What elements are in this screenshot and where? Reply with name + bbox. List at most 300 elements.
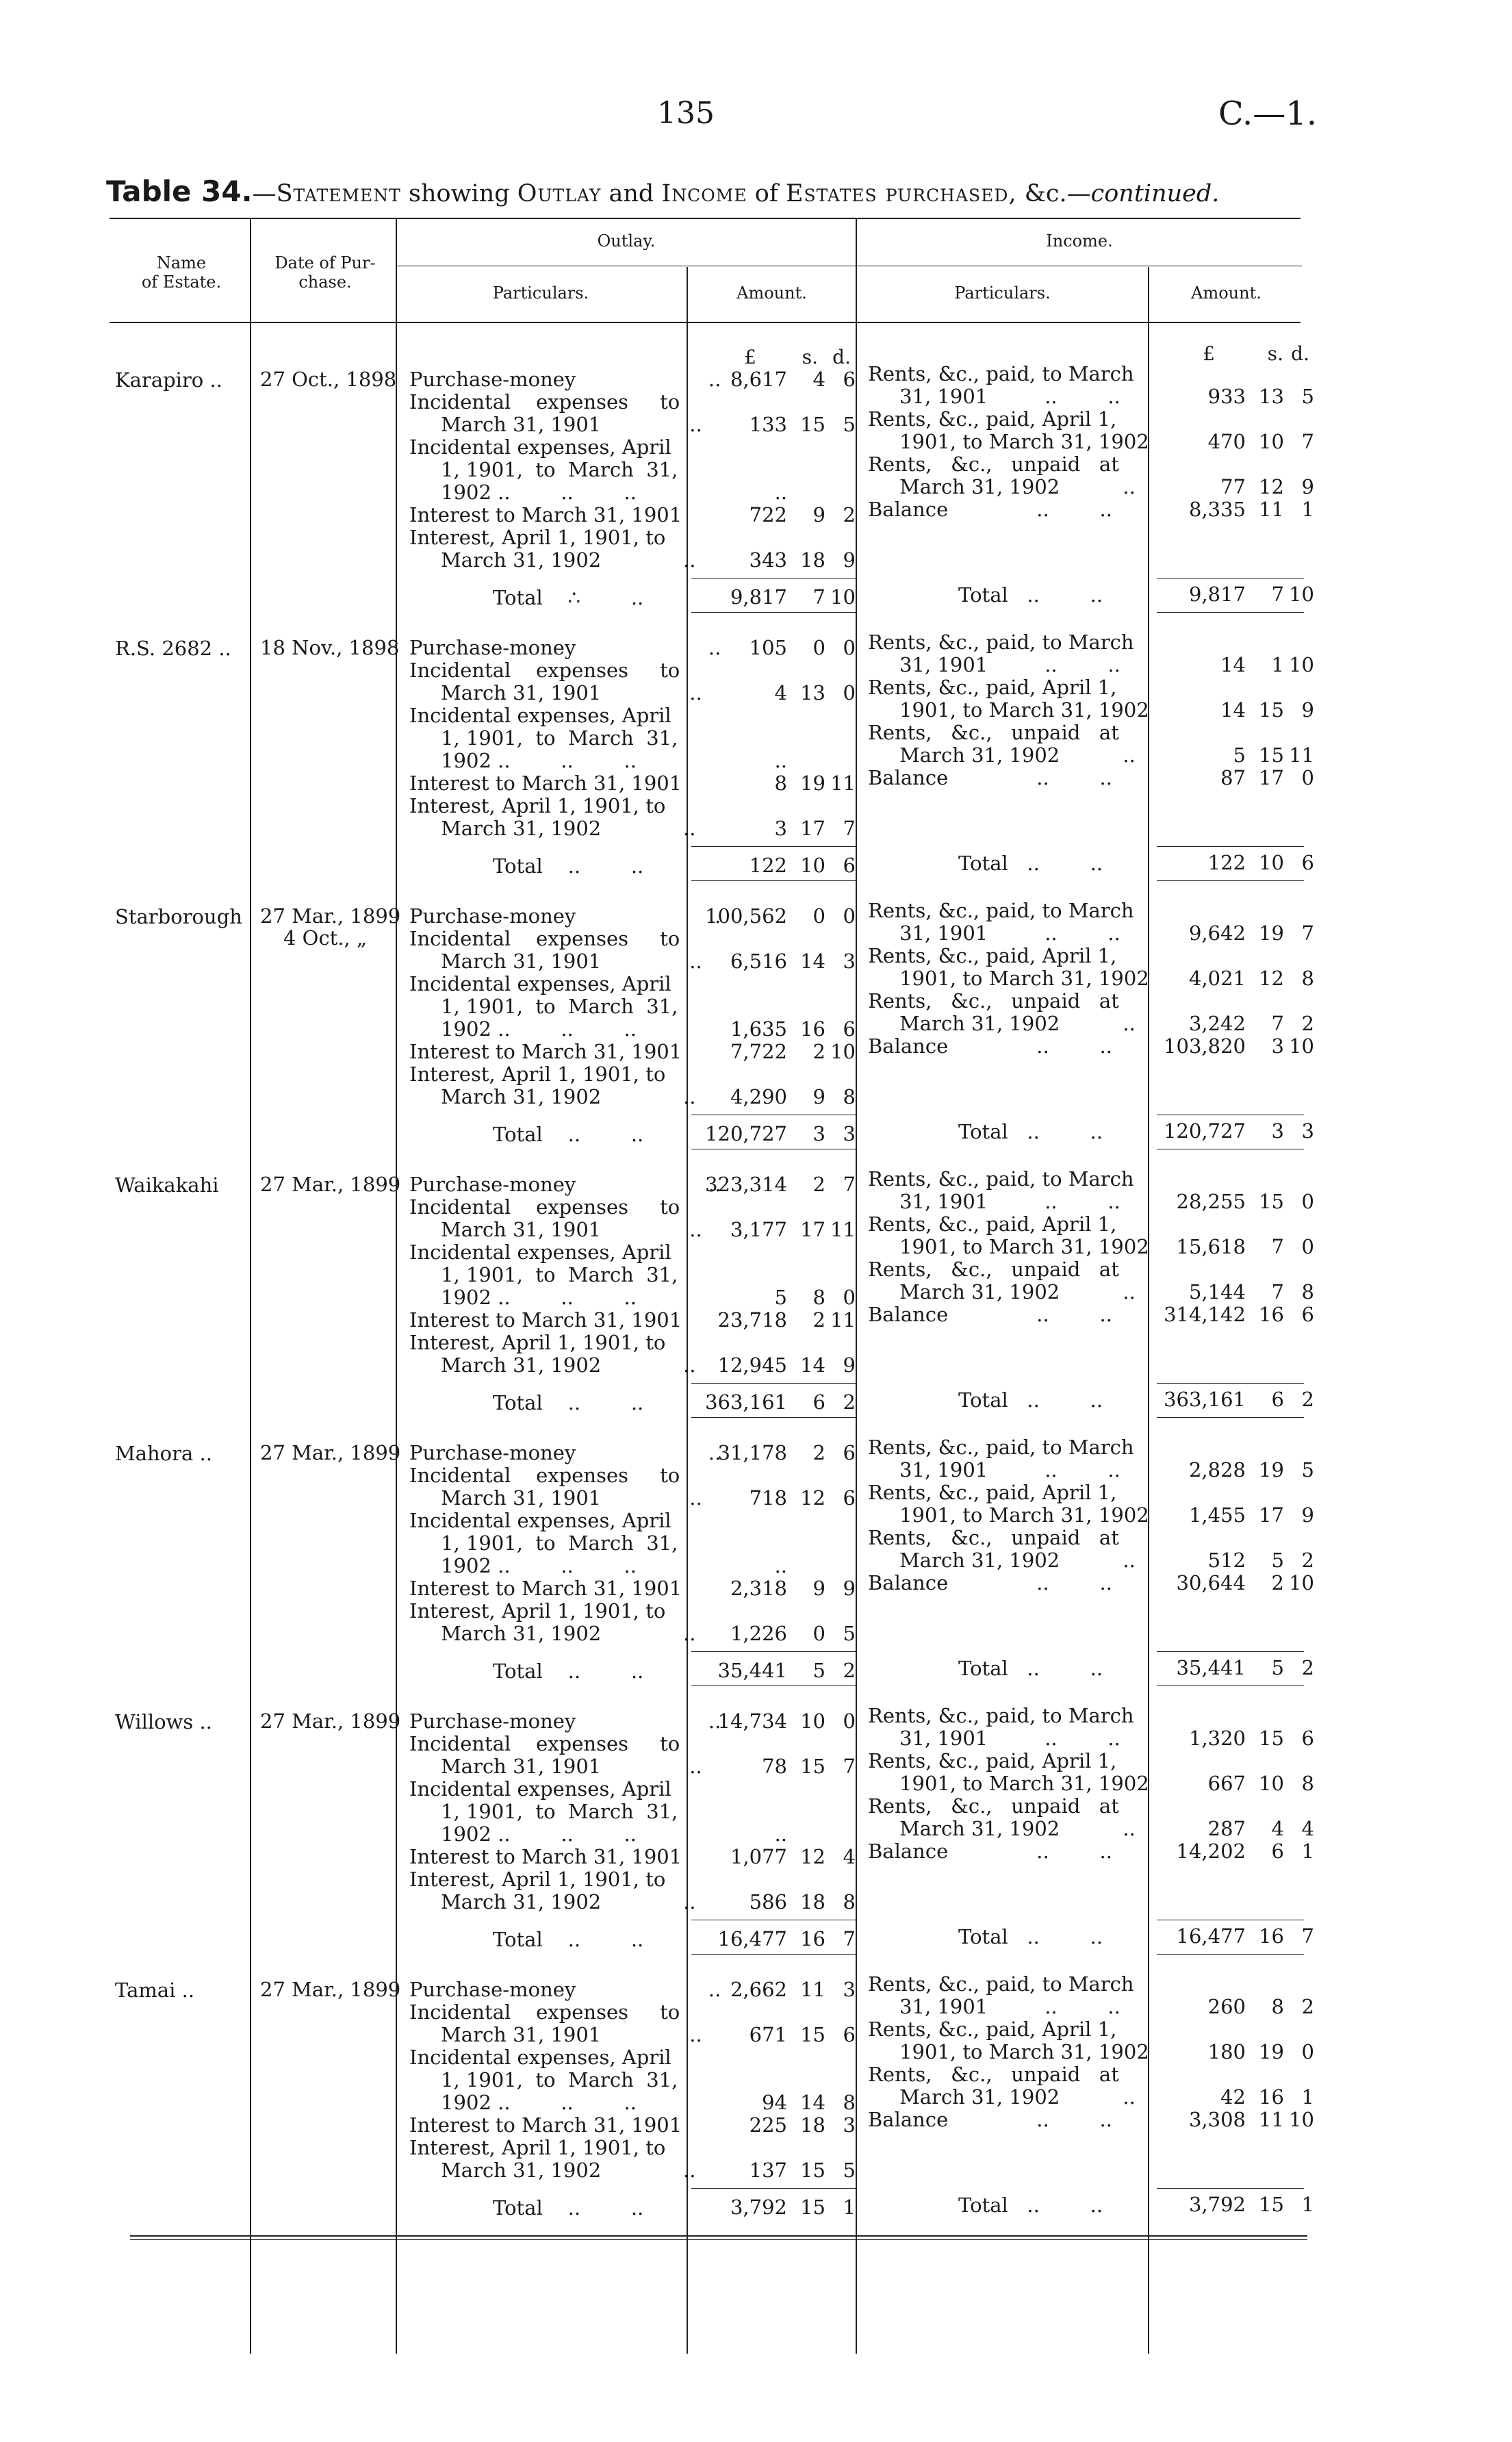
amount-pence: 1 [1301, 2193, 1314, 2216]
income-total-amount [1143, 583, 1314, 606]
amount-pence: 0 [843, 904, 856, 928]
title-statement: Statement [276, 180, 401, 207]
income-particular: March 31, 1902 .. [868, 2085, 1136, 2109]
outlay-particular: March 31, 1902 .. [409, 2159, 696, 2182]
amount-shillings: 16 [1259, 2085, 1284, 2109]
amount-shillings: 3 [1271, 1034, 1284, 1058]
amount-shillings: 9 [812, 503, 825, 526]
outlay-particular: Incidental expenses to [409, 1464, 680, 1487]
outlay-total-label: Total .. .. [493, 1123, 644, 1146]
income-amount [1143, 431, 1314, 453]
amount-pence: 10 [1289, 1034, 1314, 1058]
income-amount [1143, 1840, 1314, 1863]
income-particular: March 31, 1902 .. [868, 743, 1136, 767]
table-number: Table 34. [106, 175, 253, 208]
income-total-label: Total .. .. [958, 2193, 1103, 2217]
amount-pence: 7 [843, 817, 856, 840]
amount-pence: 3 [843, 2113, 856, 2137]
amount-pence: 6 [843, 1017, 856, 1041]
income-total-label: Total .. .. [958, 852, 1103, 875]
income-particular: Rents, &c., unpaid at [868, 721, 1119, 744]
outlay-particular: Interest to March 31, 1901 [409, 1845, 682, 1868]
income-particular: Balance .. .. [868, 1571, 1112, 1594]
outlay-particular: Incidental expenses, April [409, 1509, 671, 1532]
outlay-particular: 1902 .. .. .. [409, 1822, 637, 1846]
outlay-particular: March 31, 1902 .. [409, 1353, 696, 1377]
amount-shillings: 9 [812, 1577, 825, 1600]
amount-pounds: 4 [774, 681, 787, 704]
purchase-date-line: 4 Oct., „ [283, 926, 368, 950]
header-date-of-purchase: Date of Pur- chase. [274, 253, 376, 292]
outlay-amount [684, 1086, 856, 1108]
outlay-particular: Interest, April 1, 1901, to [409, 1063, 666, 1086]
amount-shillings: 18 [800, 548, 825, 572]
income-amount [1143, 654, 1314, 676]
income-particular: Rents, &c., unpaid at [868, 453, 1119, 476]
amount-pounds: .. [774, 749, 787, 772]
purchase-date [260, 368, 397, 391]
amount-pounds: 3,308 [1188, 2108, 1246, 2131]
estate-name: Starborough [115, 905, 242, 928]
outlay-particular: Interest to March 31, 1901 [409, 503, 682, 526]
amount-shillings: 12 [800, 1486, 825, 1510]
title-outlay: Outlay [517, 180, 602, 207]
income-amount [1143, 498, 1314, 521]
amount-pence: 0 [1301, 1190, 1314, 1213]
outlay-particular: Purchase-money .. [409, 368, 721, 391]
income-total-amount [1143, 2193, 1314, 2216]
outlay-amount [684, 1710, 856, 1733]
amount-pence: 1 [843, 2196, 856, 2219]
amount-pounds: 180 [1207, 2040, 1246, 2063]
outlay-total-amount [684, 586, 856, 609]
income-amount [1143, 1818, 1314, 1840]
outlay-total-under-rule [691, 612, 856, 613]
outlay-particular: Purchase-money .. [409, 1441, 721, 1464]
outlay-amount [684, 549, 856, 572]
estate-block [0, 899, 1362, 1173]
outlay-total-label: Total .. .. [493, 1928, 644, 1951]
outlay-particular: Incidental expenses to [409, 390, 680, 414]
outlay-particular: Interest to March 31, 1901 [409, 772, 682, 795]
amount-pounds: 5 [774, 1286, 787, 1309]
amount-shillings: 19 [800, 772, 825, 795]
amount-pence: 3 [1301, 1119, 1314, 1143]
income-particular: 1901, to March 31, 1902 [868, 430, 1149, 453]
outlay-particular: 1902 .. .. .. [409, 1286, 637, 1309]
amount-pounds: 3,792 [1188, 2193, 1246, 2216]
estate-name: Karapiro .. [115, 368, 222, 392]
amount-pounds: 23,718 [717, 1308, 787, 1332]
amount-pounds: 718 [749, 1486, 787, 1510]
amount-pence: 2 [1301, 1995, 1314, 2018]
outlay-amount [684, 905, 856, 928]
amount-pence: 3 [843, 1122, 856, 1145]
outlay-amount [684, 1041, 856, 1063]
amount-shillings: 6 [1271, 1388, 1284, 1411]
amount-pounds: 14 [1220, 653, 1246, 676]
outlay-particular: 1902 .. .. .. [409, 481, 637, 504]
amount-pounds: 5 [1233, 743, 1246, 767]
income-amount [1143, 1013, 1314, 1035]
amount-pounds: 2,828 [1188, 1458, 1246, 1481]
outlay-particular: Incidental expenses to [409, 1195, 680, 1219]
income-particular: Rents, &c., paid, April 1, [868, 676, 1117, 699]
income-particular: 31, 1901 .. .. [868, 1458, 1120, 1481]
amount-pounds: 120,727 [1164, 1119, 1246, 1143]
amount-pence: 4 [843, 1845, 856, 1868]
purchase-date [260, 636, 400, 659]
amount-shillings: 19 [1259, 921, 1284, 945]
income-particular: Rents, &c., paid, April 1, [868, 1749, 1117, 1772]
amount-pounds: 122 [749, 854, 787, 877]
income-particular: Balance .. .. [868, 1303, 1112, 1326]
outlay-total-rule [691, 2188, 856, 2189]
income-particular: Rents, &c., paid, to March [868, 1167, 1134, 1191]
amount-pence: 10 [830, 1040, 856, 1063]
amount-pounds: 9,642 [1188, 921, 1246, 945]
income-particular: 1901, to March 31, 1902 [868, 1235, 1149, 1258]
amount-pounds: 16,477 [1176, 1924, 1246, 1948]
outlay-amount [684, 1979, 856, 2001]
amount-shillings: 14 [800, 1353, 825, 1377]
outlay-particular: 1902 .. .. .. [409, 749, 637, 772]
outlay-total-amount [684, 1391, 856, 1414]
estate-name: Willows .. [115, 1710, 212, 1733]
amount-pence: 0 [1301, 766, 1314, 789]
income-total-amount [1143, 1120, 1314, 1143]
amount-shillings: 7 [1271, 1012, 1284, 1035]
amount-pence: 11 [830, 1218, 856, 1241]
income-penny-unit: d. [1291, 342, 1309, 365]
amount-pence: 10 [1289, 1571, 1314, 1594]
estate-block [0, 1972, 1362, 2247]
income-total-under-rule [1157, 612, 1304, 613]
amount-pounds: 42 [1220, 2085, 1246, 2109]
purchase-date-line: 27 Mar., 1899 [260, 1978, 401, 2001]
amount-shillings: 15 [800, 1755, 825, 1778]
income-total-under-rule [1157, 1417, 1304, 1418]
outlay-particular: Interest to March 31, 1901 [409, 1308, 682, 1332]
amount-shillings: 2 [1271, 1571, 1284, 1594]
amount-pounds: .. [774, 481, 787, 504]
amount-pounds: 15,618 [1176, 1235, 1246, 1258]
header-income-amount: Amount. [1191, 283, 1261, 303]
header-name-of-estate: Name of Estate. [141, 253, 222, 292]
income-particular: March 31, 1902 .. [868, 1012, 1136, 1035]
purchase-date-line: 27 Mar., 1899 [260, 1441, 401, 1464]
purchase-date-line: 27 Mar., 1899 [260, 904, 401, 928]
income-particular: Rents, &c., paid, April 1, [868, 1212, 1117, 1236]
outlay-amount [684, 1442, 856, 1464]
income-particular: Rents, &c., paid, April 1, [868, 1481, 1117, 1504]
income-amount [1143, 1572, 1314, 1594]
amount-shillings: 3 [1271, 1119, 1284, 1143]
income-particular: Rents, &c., unpaid at [868, 989, 1119, 1013]
outlay-particular: Interest to March 31, 1901 [409, 1040, 682, 1063]
estate-name: Tamai .. [115, 1979, 195, 2002]
amount-pence: 9 [1301, 1503, 1314, 1527]
header-top-rule [110, 218, 1300, 219]
outlay-total-label: Total .. .. [493, 854, 644, 878]
page-number: 135 [657, 96, 715, 131]
amount-pence: 6 [843, 2023, 856, 2046]
outlay-amount [684, 1309, 856, 1332]
outlay-particular: Incidental expenses, April [409, 972, 671, 995]
amount-pounds: 4,290 [730, 1085, 787, 1108]
amount-pence: 5 [843, 2159, 856, 2182]
purchase-date-line: 18 Nov., 1898 [260, 636, 400, 659]
amount-pence: 6 [843, 1441, 856, 1464]
outlay-amount [684, 1755, 856, 1778]
title-of: of [747, 180, 786, 207]
amount-pounds: 137 [749, 2159, 787, 2182]
amount-shillings: 10 [1259, 851, 1284, 874]
amount-pence: 0 [843, 1709, 856, 1733]
amount-pence: 10 [1289, 653, 1314, 676]
amount-shillings: 11 [800, 1978, 825, 2001]
amount-pounds: 363,161 [1164, 1388, 1246, 1411]
outlay-particular: March 31, 1902 .. [409, 1622, 696, 1645]
amount-pounds: 287 [1207, 1817, 1246, 1840]
amount-pounds: 3,792 [730, 2196, 787, 2219]
amount-shillings: 13 [800, 681, 825, 704]
amount-shillings: 4 [1271, 1817, 1284, 1840]
outlay-amount [684, 1577, 856, 1600]
amount-pounds: 512 [1207, 1549, 1246, 1572]
title-and: and [601, 180, 662, 207]
income-total-label: Total .. .. [958, 1657, 1103, 1680]
outlay-particular: Interest, April 1, 1901, to [409, 2136, 666, 2159]
amount-pounds: 1,455 [1188, 1503, 1246, 1527]
outlay-amount [684, 1823, 856, 1846]
amount-pounds: 14 [1220, 698, 1246, 722]
outlay-particular: 1, 1901, to March 31, [409, 2068, 678, 2091]
amount-pounds: 7,722 [730, 1040, 787, 1063]
income-total-rule [1157, 846, 1304, 847]
income-total-amount [1143, 1388, 1314, 1411]
income-particular: Rents, &c., paid, April 1, [868, 944, 1117, 967]
income-amount [1143, 922, 1314, 945]
amount-pence: 11 [1289, 743, 1314, 767]
amount-shillings: 0 [812, 1622, 825, 1645]
title-income: Income [661, 180, 747, 207]
income-particular: Rents, &c., paid, to March [868, 1704, 1134, 1727]
purchase-date-line: 27 Oct., 1898 [260, 368, 397, 391]
outlay-amount [684, 772, 856, 795]
income-amount [1143, 1996, 1314, 2018]
outlay-amount [684, 481, 856, 504]
outlay-amount [684, 1219, 856, 1241]
amount-pence: 0 [1301, 2040, 1314, 2063]
outlay-particular: Interest, April 1, 1901, to [409, 1868, 666, 1891]
income-amount [1143, 1727, 1314, 1750]
amount-shillings: 12 [1259, 475, 1284, 498]
income-particular: 1901, to March 31, 1902 [868, 1503, 1149, 1527]
outlay-pound-unit: £ [744, 346, 756, 368]
title-continued: continued. [1090, 180, 1220, 207]
amount-pounds: .. [774, 1554, 787, 1577]
amount-pence: 9 [1301, 475, 1314, 498]
amount-pounds: 671 [749, 2023, 787, 2046]
income-total-label: Total .. .. [958, 583, 1103, 607]
amount-shillings: 6 [812, 1390, 825, 1414]
income-amount [1143, 967, 1314, 990]
outlay-total-rule [691, 846, 856, 847]
amount-shillings: 16 [1259, 1303, 1284, 1326]
amount-pence: 3 [843, 1978, 856, 2001]
estate-block [0, 362, 1362, 637]
outlay-amount [684, 950, 856, 973]
amount-pence: 7 [1301, 1924, 1314, 1948]
amount-shillings: 13 [1259, 385, 1284, 408]
income-units [1150, 342, 1309, 365]
amount-pounds: 5,144 [1188, 1280, 1246, 1303]
amount-pence: 5 [1301, 385, 1314, 408]
income-particular: Rents, &c., paid, to March [868, 362, 1134, 385]
amount-pence: 2 [843, 503, 856, 526]
amount-pence: 2 [1301, 1012, 1314, 1035]
income-pound-unit: £ [1203, 342, 1215, 365]
amount-pounds: 35,441 [1176, 1656, 1246, 1679]
amount-pounds: 260 [1207, 1995, 1246, 2018]
outlay-particular: 1, 1901, to March 31, [409, 1263, 678, 1286]
amount-pounds: 14,202 [1176, 1840, 1246, 1863]
amount-pence: 3 [843, 950, 856, 973]
amount-pence: 1 [1301, 2085, 1314, 2109]
income-total-label: Total .. .. [958, 1925, 1103, 1948]
outlay-amount [684, 750, 856, 772]
amount-pounds: 8,335 [1188, 498, 1246, 521]
outlay-total-amount [684, 854, 856, 877]
amount-pence: 7 [843, 1173, 856, 1196]
amount-pounds: 87 [1220, 766, 1246, 789]
purchase-date [260, 1709, 401, 1733]
amount-pence: 6 [843, 1486, 856, 1510]
document-code: C.—1. [1218, 94, 1318, 133]
amount-shillings: 5 [812, 1659, 825, 1682]
amount-pounds: 314,142 [1164, 1303, 1246, 1326]
outlay-particular: March 31, 1901 .. [409, 1486, 702, 1510]
outlay-total-under-rule [691, 1954, 856, 1955]
outlay-total-amount [684, 1659, 856, 1682]
amount-shillings: 17 [1259, 1503, 1284, 1527]
amount-shillings: 11 [1259, 2108, 1284, 2131]
income-particular: 31, 1901 .. .. [868, 1995, 1120, 2018]
amount-shillings: 10 [800, 854, 825, 877]
amount-shillings: 14 [800, 2091, 825, 2114]
income-total-under-rule [1157, 880, 1304, 881]
income-amount [1143, 1549, 1314, 1572]
header-bottom-rule [110, 322, 1300, 323]
outlay-total-amount [684, 1123, 856, 1145]
outlay-particular: March 31, 1902 .. [409, 548, 696, 572]
amount-shillings: 8 [812, 1286, 825, 1309]
purchase-date [260, 1173, 401, 1196]
income-amount [1143, 1772, 1314, 1795]
amount-pounds: 77 [1220, 475, 1246, 498]
amount-pounds: 78 [762, 1755, 787, 1778]
outlay-amount [684, 817, 856, 840]
amount-pence: 6 [1301, 1727, 1314, 1750]
purchase-date-line: 27 Mar., 1899 [260, 1709, 401, 1733]
amount-pounds: 100,562 [705, 904, 787, 928]
amount-pounds: 6,516 [730, 950, 787, 973]
outlay-particular: Incidental expenses, April [409, 435, 671, 459]
amount-shillings: 7 [1271, 1280, 1284, 1303]
outlay-particular: Purchase-money .. [409, 1173, 721, 1196]
outlay-particular: Incidental expenses, April [409, 2046, 671, 2069]
amount-shillings: 14 [800, 950, 825, 973]
amount-shillings: 5 [1271, 1549, 1284, 1572]
header-income: Income. [1046, 231, 1113, 251]
amount-pounds: 343 [749, 548, 787, 572]
amount-pounds: .. [774, 1822, 787, 1846]
outlay-amount [684, 1891, 856, 1913]
amount-pence: 6 [1301, 1303, 1314, 1326]
outlay-total-rule [691, 1383, 856, 1384]
amount-shillings: 9 [812, 1085, 825, 1108]
amount-shillings: 10 [800, 1709, 825, 1733]
amount-pence: 9 [1301, 698, 1314, 722]
amount-pence: 1 [1301, 498, 1314, 521]
outlay-amount [684, 1018, 856, 1041]
amount-shillings: 2 [812, 1308, 825, 1332]
outlay-particular: Purchase-money .. [409, 1709, 721, 1733]
income-particular: Rents, &c., paid, to March [868, 1972, 1134, 1996]
outlay-penny-unit: d. [832, 346, 851, 368]
income-particular: Balance .. .. [868, 2108, 1112, 2131]
amount-shillings: 8 [1271, 1995, 1284, 2018]
outlay-particular: March 31, 1902 .. [409, 817, 696, 840]
amount-pounds: 2,318 [730, 1577, 787, 1600]
amount-shillings: 5 [1271, 1656, 1284, 1679]
amount-pounds: 1,635 [730, 1017, 787, 1041]
amount-pence: 8 [1301, 1772, 1314, 1795]
amount-pence: 2 [1301, 1388, 1314, 1411]
purchase-date [260, 1441, 401, 1464]
amount-pounds: 667 [1207, 1772, 1246, 1795]
income-amount [1143, 1459, 1314, 1481]
income-total-rule [1157, 1651, 1304, 1652]
amount-shillings: 18 [800, 1890, 825, 1913]
income-particular: 1901, to March 31, 1902 [868, 2040, 1149, 2063]
outlay-amount [684, 2159, 856, 2182]
income-amount [1143, 2086, 1314, 2109]
outlay-amount [684, 1487, 856, 1510]
outlay-particular: Incidental expenses, April [409, 704, 671, 727]
outlay-units [691, 346, 851, 368]
outlay-total-label: Total .. .. [493, 1659, 644, 1683]
amount-pounds: 35,441 [717, 1659, 787, 1682]
amount-pence: 8 [1301, 967, 1314, 990]
amount-pence: 10 [1289, 583, 1314, 606]
amount-pence: 6 [843, 368, 856, 391]
amount-shillings: 17 [800, 1218, 825, 1241]
income-particular: Balance .. .. [868, 766, 1112, 789]
amount-shillings: 1 [1271, 653, 1284, 676]
income-shilling-unit: s. [1267, 342, 1283, 365]
income-total-under-rule [1157, 1954, 1304, 1955]
amount-shillings: 15 [1259, 1727, 1284, 1750]
amount-pounds: 133 [749, 413, 787, 436]
title-etc: &c.— [1016, 180, 1091, 207]
estate-name: Mahora .. [115, 1442, 212, 1465]
income-amount [1143, 476, 1314, 498]
amount-pounds: 3,177 [730, 1218, 787, 1241]
amount-pounds: 28,255 [1176, 1190, 1246, 1213]
income-particular: Balance .. .. [868, 1840, 1112, 1863]
